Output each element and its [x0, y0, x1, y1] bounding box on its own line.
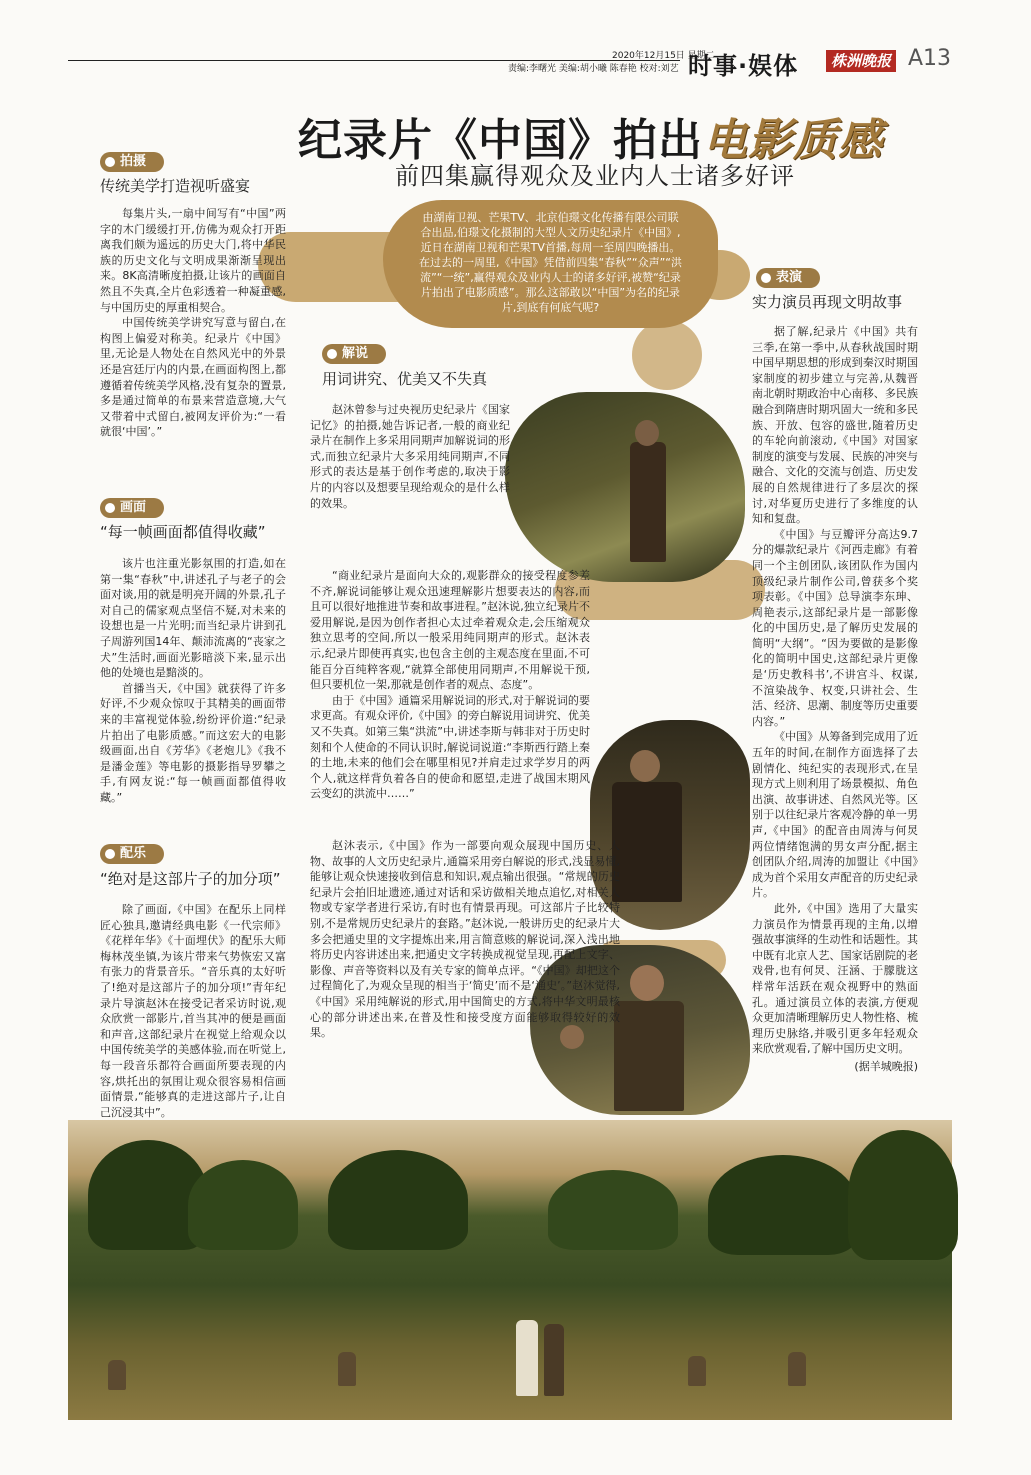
section-tag-shoot: 拍摄: [100, 152, 164, 172]
section-label: 时事·娱体: [688, 52, 799, 80]
actor-figure: [630, 442, 666, 562]
headline-prefix: 纪录片《中国》拍出: [298, 115, 703, 166]
subhead-narration: 用词讲究、优美又不失真: [322, 370, 488, 388]
source-credit: (据羊城晚报): [854, 1059, 918, 1073]
subhead-music: “绝对是这部片子的加分项”: [100, 870, 281, 888]
subhead-picture: “每一帧画面都值得收藏”: [100, 523, 266, 541]
farmer-figure: [688, 1356, 706, 1386]
tree: [548, 1170, 678, 1250]
subhead-acting: 实力演员再现文明故事: [752, 293, 903, 311]
tree: [328, 1150, 468, 1250]
actor-head: [635, 420, 659, 446]
paragraph: 赵沐曾参与过央视历史纪录片《国家记忆》的拍摄,她告诉记者,一般的商业纪录片在制作上多采用同期声加解说词的形式,而独立纪录片大多采用纯同期声,不同形式的表达是基于创作考虑的,取决于影片的内容以及想要呈现给观众的是什么样的效果。: [310, 403, 510, 510]
subheadline: 前四集赢得观众及业内人士诸多好评: [395, 162, 795, 190]
issue-date: 2020年12月15日 星期二: [612, 51, 715, 61]
tree: [188, 1160, 298, 1250]
subhead-shoot: 传统美学打造视听盛宴: [100, 177, 251, 195]
headline-highlight: 电影质感: [703, 115, 883, 166]
paragraph: 中国传统美学讲究写意与留白,在构图上偏爱对称美。纪录片《中国》里,无论是人物处在自然风光中的外景还是宫廷厅内的内景,在画面构图上,都遵循着传统美学风格,没有复杂的置景,多是通过简单的布景来营造意境,大气又带着中式留白,被网友评价为:“一看就很‘中国’。”: [100, 316, 286, 439]
laozi-figure: [544, 1324, 564, 1396]
newspaper-logo: 株洲晚报: [826, 50, 896, 72]
landscape-photo: [68, 1120, 952, 1420]
paragraph: 首播当天,《中国》就获得了许多好评,不少观众惊叹于其精美的画面带来的丰富视觉体验,纷纷评价道:“纪录片拍出了电影质感。”而这宏大的电影级画面,出自《芳华》《老炮儿》《我不是潘金莲》等电影的摄影指导罗攀之手,有网友说:“每一帧画面都值得收藏。”: [100, 681, 286, 804]
section-tag-acting: 表演: [756, 268, 820, 288]
tree: [848, 1130, 958, 1260]
lead-paragraph: 由湖南卫视、芒果TV、北京伯璟文化传播有限公司联合出品,伯璟文化摄制的大型人文历史纪录片《中国》,近日在湖南卫视和芒果TV首播,每周一至周四晚播出。在过去的一周里,《中国》凭借前四集“春秋”“众声”“洪流”“一统”,赢得观众及业内人士的诸多好评,被赞“纪录片拍出了电影质感”。那么这部敢以“中国”为名的纪录片,到底有何底气呢?: [419, 211, 682, 314]
actor-head-3: [630, 965, 664, 1001]
paragraph: 由于《中国》通篇采用解说词的形式,对于解说词的要求更高。有观众评价,《中国》的旁白解说用词讲究、优美又不失真。如第三集“洪流”中,讲述李斯与韩非对于历史时刻和个人使命的不同认识时,解说词说道:“李斯西行踏上秦的土地,未来的他们会在哪里相见?并肩走过求学岁月的两个人,就这样背负着各自的使命和愿望,走进了战国末期风云变幻的洪流中……”: [310, 693, 590, 801]
paragraph: 此外,《中国》选用了大量实力演员作为情景再现的主角,以增强故事演绎的生动性和话题性。其中既有北京人艺、国家话剧院的老戏骨,也有何炅、汪涵、于朦胧这样常年活跃在观众视野中的熟面孔。通过演员立体的表演,方便观众更加清晰理解历史人物性格、梳理历史脉络,并吸引更多年轻观众来欣赏观看,了解中国历史文明。: [752, 901, 918, 1056]
farmer-figure: [108, 1360, 126, 1390]
paragraph: 据了解,纪录片《中国》共有三季,在第一季中,从春秋战国时期中国早期思想的形成到秦汉时期国家制度的初步建立与完善,从魏晋南北朝时期政治中心南移、多民族融合到隋唐时期巩固大一统和多民族、开放、包容的盛世,随着历史的车轮向前滚动,《中国》对国家制度的演变与发展、民族的冲突与融合、文化的交流与创造、历史发展的自然规律进行了多层次的探讨,对华夏历史进行了多维度的认知和复盘。: [752, 325, 918, 526]
actor-figure-2: [612, 782, 682, 902]
header-rule: [68, 60, 500, 61]
farmer-figure: [338, 1352, 356, 1386]
actor-figure-3: [614, 1001, 684, 1111]
staff-credits: 责编:李曙光 美编:胡小曦 陈春艳 校对:刘艺: [508, 64, 679, 74]
cloud-decoration-3: [632, 320, 702, 390]
paragraph: 《中国》从筹备到完成用了近五年的时间,在制作方面选择了去剧情化、纯纪实的表现形式,在呈现方式上则利用了场景模拟、角色出演、故事讲述、自然风光等。区别于以往纪录片客观冷静的单一男声,《中国》的配音由周涛与何炅两位情绪饱满的男女声分配,据主创团队介绍,周涛的加盟让《中国》成为首个采用女声配音的历史纪录片。: [752, 730, 918, 900]
article-narration-cont: [310, 568, 590, 802]
confucius-figure: [516, 1320, 538, 1396]
farmer-figure: [788, 1352, 806, 1386]
article-narration-cont-2: [310, 838, 620, 1041]
scene-still-1: [505, 392, 745, 582]
paragraph: 赵沐表示,《中国》作为一部要向观众展现中国历史、人物、故事的人文历史纪录片,通篇采用旁白解说的形式,浅显易懂,能够让观众快速接收到信息和知识,观点输出很强。“常规的历史纪录片会拍旧址遗迹,通过对话和采访做相关地点追忆,对相关人物或专家学者进行采访,有时也有情景再现。可这部片子比较特别,不是常规历史纪录片的套路。”赵沐说,一般讲历史的纪录片大多会把通史里的文字提炼出来,用言简意赅的解说词,深入浅出地将历史内容讲述出来,把通史文字转换成视觉呈现,再配上文字、影像、声音等资料以及有关专家的简单点评。“《中国》却把这个过程简化了,为观众呈现的相当于‘简史’而不是‘通史’。”赵沐觉得,《中国》采用纯解说的形式,用中国简史的方式,将中华文明最核心的部分讲述出来,在普及性和接受度方面能够取得较好的效果。: [310, 839, 620, 1040]
paragraph: 《中国》与豆瓣评分高达9.7分的爆款纪录片《河西走廊》有着同一个主创团队,该团队作为国内顶级纪录片制作公司,曾获多个奖项表彰。《中国》总导演李东珅、周艳表示,这部纪录片是一部影像化的中国历史,是了解历史发展的简明“大纲”。“因为要做的是影像化的简明中国史,这部纪录片更像是‘历史教科书’,不讲宫斗、权谋,不渲染战争、权变,只讲社会、生活、经济、思潮、制度等历史重要内容。”: [752, 527, 918, 728]
section-tag-picture: 画面: [100, 498, 164, 518]
article-music: [100, 902, 286, 1120]
article-picture: [100, 556, 286, 806]
page-number: A13: [908, 46, 952, 71]
paragraph: 每集片头,一扇中间写有“中国”两字的木门缓缓打开,仿佛为观众打开距离我们颇为遥远的历史大门,将中华民族的历史文化与文明成果渐渐呈现出来。8K高清晰度拍摄,让该片的画面自然且不失真,全片色彩透着一种凝重感,与中国历史的厚重相契合。: [100, 207, 286, 314]
paragraph: “商业纪录片是面向大众的,观影群众的接受程度参差不齐,解说词能够让观众迅速理解影片想要表达的内容,而且可以很好地推进节奏和故事进程。”赵沐说,独立纪录片不爱用解说,是因为创作者担心太过牵着观众走,会压缩观众独立思考的空间,所以一般采用纯同期声的形式。赵沐表示,纪录片即使再真实,也包含主创的主观态度在里面,不可能百分百纯粹客观,“就算全部使用同期声,不用解说干预,但只要机位一架,那就是创作者的观点、态度”。: [310, 569, 590, 692]
section-tag-music: 配乐: [100, 844, 164, 864]
paragraph: 该片也注重光影氛围的打造,如在第一集“春秋”中,讲述孔子与老子的会面对谈,用的就是明亮开阔的外景,孔子对自己的儒家观点坚信不疑,对未来的设想也是一片光明;而当纪录片讲到孔子周游列国14年、颠沛流离的“丧家之犬”生活时,画面光影暗淡下来,显示出他的处境也是黯淡的。: [100, 557, 286, 680]
article-narration: [310, 402, 510, 511]
section-tag-narration: 解说: [322, 344, 386, 364]
article-acting: [752, 324, 918, 1075]
actor-head-2: [630, 750, 660, 782]
tree: [708, 1155, 858, 1255]
paragraph: 除了画面,《中国》在配乐上同样匠心独具,邀请经典电影《一代宗师》《花样年华》《十面埋伏》的配乐大师梅林茂坐镇,为该片带来气势恢宏又富有张力的背景音乐。“音乐真的太好听了!绝对是这部片子的加分项!”青年纪录片导演赵沐在接受记者采访时说,观众欣赏一部影片,首当其冲的便是画面和声音,这部纪录片在视觉上给观众以中国传统美学的美感体验,而在听觉上,每一段音乐都符合画面所要表现的内容,烘托出的氛围让观众很容易相信画面情景,“能够真的走进这部片子,让自己沉浸其中”。: [100, 903, 286, 1119]
article-shoot: [100, 206, 286, 440]
